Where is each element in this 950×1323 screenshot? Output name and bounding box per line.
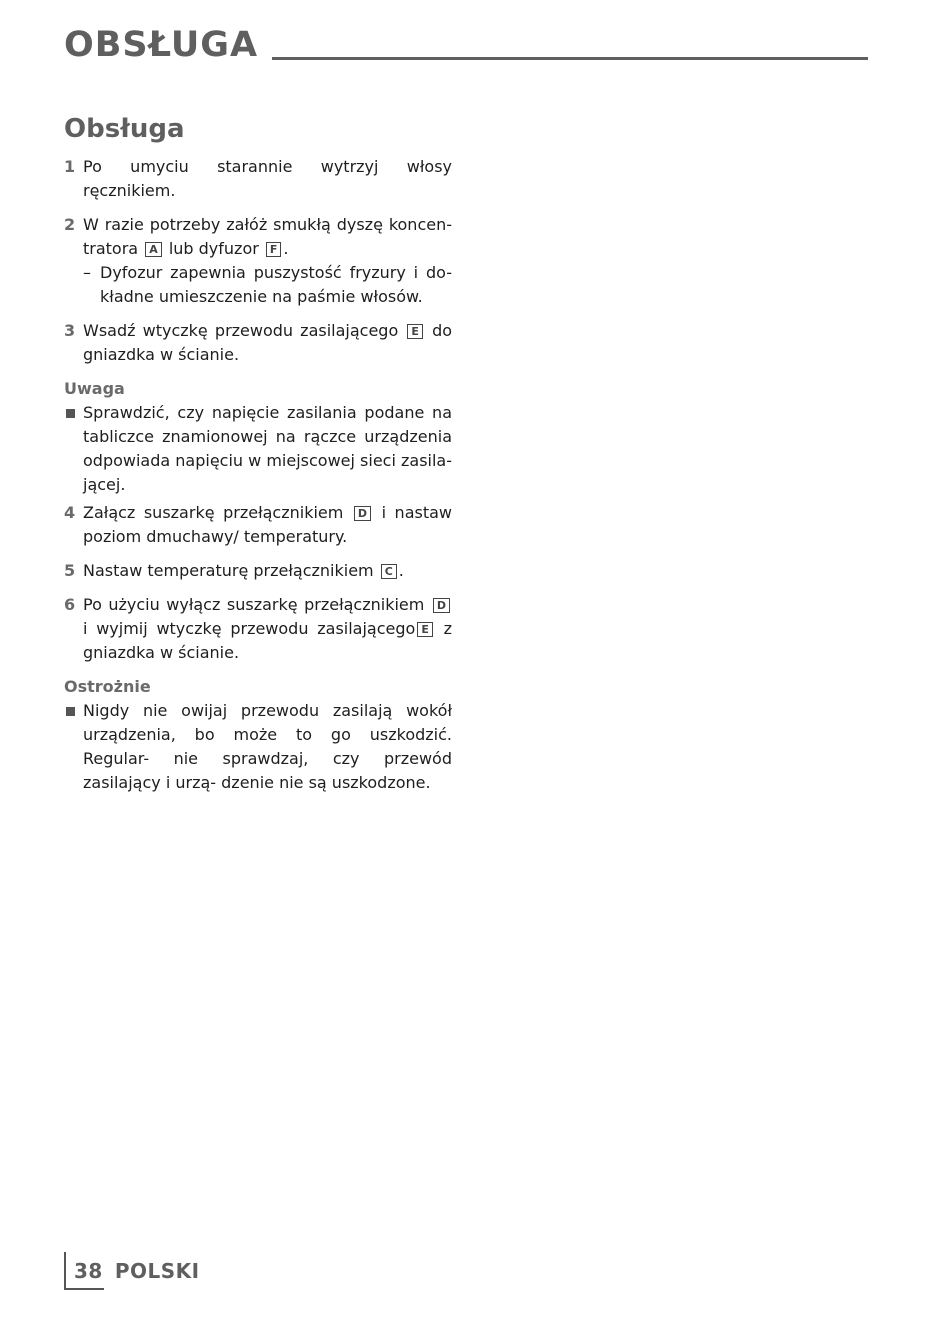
step-body [83, 319, 452, 367]
step-number: 5 [64, 561, 76, 580]
step-number: 3 [64, 321, 76, 340]
step-body [83, 559, 452, 583]
step-text: z gniazdka w ścianie. [83, 619, 452, 662]
page-number: 38 [74, 1259, 103, 1283]
square-bullet-icon [64, 401, 83, 497]
part-key-d: D [433, 598, 450, 613]
square-bullet-icon [64, 699, 83, 795]
step-1 [64, 155, 452, 203]
step-body [83, 593, 452, 665]
step-text: i nastaw poziom dmuchawy/ temperatury. [83, 503, 453, 546]
note-text: Nigdy nie owijaj przewodu zasilają wokół urządzenia, bo może to go uszkodzić. Regular- nie sprawdzaj, czy przewód zasilający i urzą- dzenie nie są uszkodzone. [83, 701, 452, 792]
note-ostroznie [64, 699, 452, 795]
footer-language: POLSKI [114, 1259, 200, 1283]
step-text: Po użyciu wyłącz suszarkę przełącznikiem [83, 595, 425, 614]
part-key-e: E [417, 622, 433, 637]
note-uwaga [64, 401, 452, 497]
header-title: OBSŁUGA [64, 25, 259, 65]
step-text: W razie potrzeby załóż smukłą dyszę koncen- tratora [83, 215, 452, 258]
step-text: lub dyfuzor [168, 239, 259, 258]
dash: – [83, 263, 91, 282]
step-text: do gniazdka w ścianie. [83, 321, 453, 364]
footer-text [74, 1259, 200, 1283]
step-2 [64, 213, 452, 309]
step-number: 6 [64, 595, 76, 614]
part-key-d: D [354, 506, 371, 521]
header-rule [272, 57, 868, 60]
step-text: Nastaw temperaturę przełącznikiem [83, 561, 374, 580]
step-text: . [398, 561, 404, 580]
part-key-c: C [381, 564, 397, 579]
step-text: Po umyciu starannie wytrzyj włosy ręcznikiem. [83, 157, 452, 200]
step-3 [64, 319, 452, 367]
step-text: Załącz suszarkę przełącznikiem [83, 503, 344, 522]
step-number: 4 [64, 503, 76, 522]
step-number: 1 [64, 157, 76, 176]
step-4 [64, 501, 452, 549]
step-body [83, 501, 452, 549]
footer-rule [66, 1288, 104, 1290]
part-key-e: E [407, 324, 423, 339]
step-5 [64, 559, 452, 583]
sub-text: Dyfozur zapewnia puszystość fryzury i do- kładne umieszczenie na paśmie włosów. [100, 263, 452, 306]
page-footer [64, 1252, 206, 1290]
step-body [83, 213, 452, 309]
step-text: Wsadź wtyczkę przewodu zasilającego [83, 321, 399, 340]
step-text: . [283, 239, 289, 258]
step-6 [64, 593, 452, 665]
section-title: Obsługa [64, 114, 185, 144]
part-key-f: F [266, 242, 282, 257]
note-text: Sprawdzić, czy napięcie zasilania podane na tabliczce znamionowej na rączce urządzenia odpowiada napięciu w miejscowej sieci zasila- jącej. [83, 403, 452, 494]
step-number: 2 [64, 215, 76, 234]
note-title-uwaga: Uwaga [64, 379, 125, 398]
step-text: i wyjmij wtyczkę przewodu zasilającego [83, 619, 416, 638]
content-column [64, 113, 452, 799]
page-header [64, 25, 868, 65]
note-title-ostroznie: Ostrożnie [64, 677, 151, 696]
step-sub-item [83, 261, 452, 309]
part-key-a: A [145, 242, 162, 257]
